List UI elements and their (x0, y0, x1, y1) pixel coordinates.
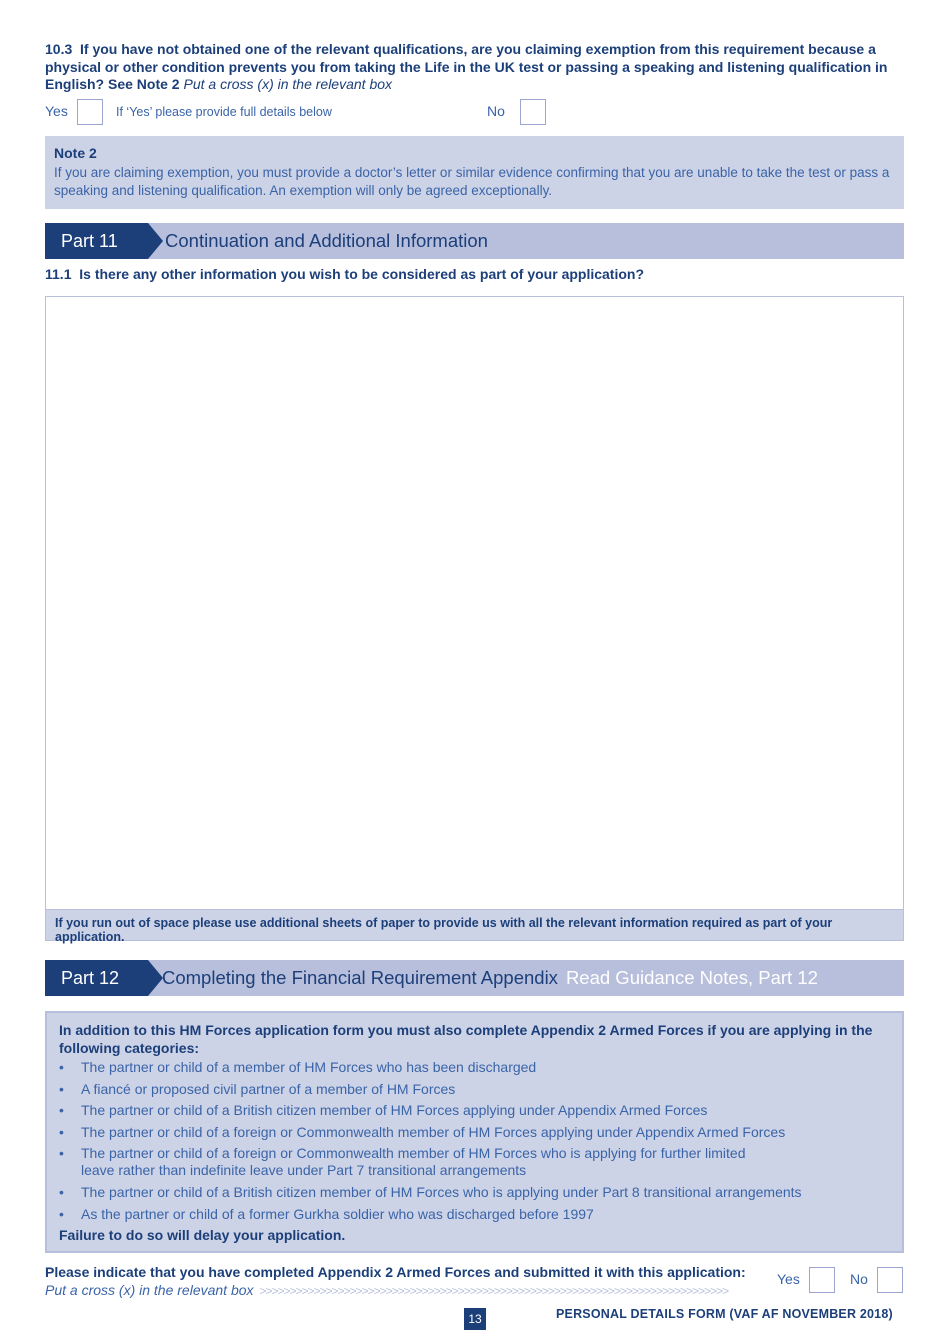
yes-hint: If ‘Yes’ please provide full details below (116, 105, 332, 119)
question-10-3 (45, 41, 895, 94)
part-11-tag: Part 11 (45, 223, 148, 259)
confirm-yes-checkbox[interactable] (809, 1267, 835, 1293)
bullet-icon: • (59, 1183, 64, 1200)
list-item: • The partner or child of a foreign or Commonwealth member of HM Forces who is applying for further limited leave rather than indefinite leave under Part 7 transitional arrangements (59, 1145, 746, 1179)
q10-3-no-checkbox[interactable] (520, 99, 546, 125)
bullet-icon: • (59, 1102, 64, 1119)
bullet-icon: • (59, 1123, 64, 1140)
part-12-intro: In addition to this HM Forces application form you must also complete Appendix 2 Armed Forces if you are applying in the following categories: (59, 1022, 873, 1056)
question-text: Is there any other information you wish to be considered as part of your application? (79, 266, 645, 282)
bullet-icon: • (59, 1145, 64, 1162)
additional-information-textarea[interactable] (45, 296, 904, 910)
list-item: • A fiancé or proposed civil partner of a member of HM Forces (59, 1080, 456, 1097)
chevron-leader: >>>>>>>>>>>>>>>>>>>>>>>>>>>>>>>>>>>>>>>>>>>>>>>>>>>>>>>>>>>>>>>>>>>>>>>>>>>>>> (259, 1284, 729, 1298)
list-item: • As the partner or child of a former Gurkha soldier who was discharged before 1997 (59, 1205, 594, 1222)
warning-text: Failure to do so will delay your application. (59, 1227, 346, 1244)
part-12-box (45, 1011, 904, 1253)
part-11-title: Continuation and Additional Information (165, 230, 488, 251)
part-12-title-line (162, 960, 818, 996)
yes-label: Yes (45, 103, 68, 119)
question-11-1 (45, 266, 644, 282)
bullet-icon: • (59, 1205, 64, 1222)
confirm-yes-label: Yes (777, 1271, 800, 1287)
part-11-header (45, 223, 904, 259)
confirm-instruction-line (45, 1282, 728, 1298)
confirm-no-checkbox[interactable] (877, 1267, 903, 1293)
part-12-tag: Part 12 (45, 960, 148, 996)
note-heading: Note 2 (54, 145, 97, 161)
note-2-box (45, 136, 904, 209)
question-instruction: Put a cross (x) in the relevant box (183, 76, 393, 92)
q10-3-yes-checkbox[interactable] (77, 99, 103, 125)
form-title: PERSONAL DETAILS FORM (VAF AF NOVEMBER 2018) (556, 1307, 893, 1321)
part-12-title: Completing the Financial Requirement Appendix (162, 967, 558, 988)
list-item: • The partner or child of a member of HM Forces who has been discharged (59, 1059, 537, 1075)
note-text: If you are claiming exemption, you must provide a doctor’s letter or similar evidence confirming that you are unable to take the test or pass a speaking and listening qualification. An exemption will only be agreed exceptionally. (54, 165, 890, 198)
question-number: 11.1 (45, 266, 72, 282)
question-text: If you have not obtained one of the relevant qualifications, are you claiming exemption from this requirement because a physical or other condition prevents you from taking the Life in the UK test or passing a speaking and listening qualification in English? See Note 2 (45, 41, 888, 92)
question-number: 10.3 (45, 41, 73, 57)
part-12-header (45, 960, 904, 996)
confirm-instruction: Put a cross (x) in the relevant box (45, 1282, 254, 1298)
list-item: • The partner or child of a British citizen member of HM Forces who is applying under Part 8 transitional arrangements (59, 1183, 802, 1200)
overflow-note: If you run out of space please use additional sheets of paper to provide us with all the relevant information required as part of your application. (45, 910, 904, 941)
bullet-icon: • (59, 1080, 64, 1097)
page-number: 13 (464, 1308, 486, 1330)
category-list (59, 1059, 890, 1223)
confirm-question: Please indicate that you have completed Appendix 2 Armed Forces and submitted it with this application: (45, 1264, 746, 1280)
list-item: • The partner or child of a British citizen member of HM Forces applying under Appendix Armed Forces (59, 1102, 708, 1119)
confirm-no-label: No (850, 1271, 868, 1287)
bullet-icon: • (59, 1059, 64, 1075)
part-12-guidance: Read Guidance Notes, Part 12 (565, 967, 818, 988)
no-label: No (487, 103, 505, 119)
list-item: • The partner or child of a foreign or Commonwealth member of HM Forces applying under Appendix Armed Forces (59, 1123, 786, 1140)
